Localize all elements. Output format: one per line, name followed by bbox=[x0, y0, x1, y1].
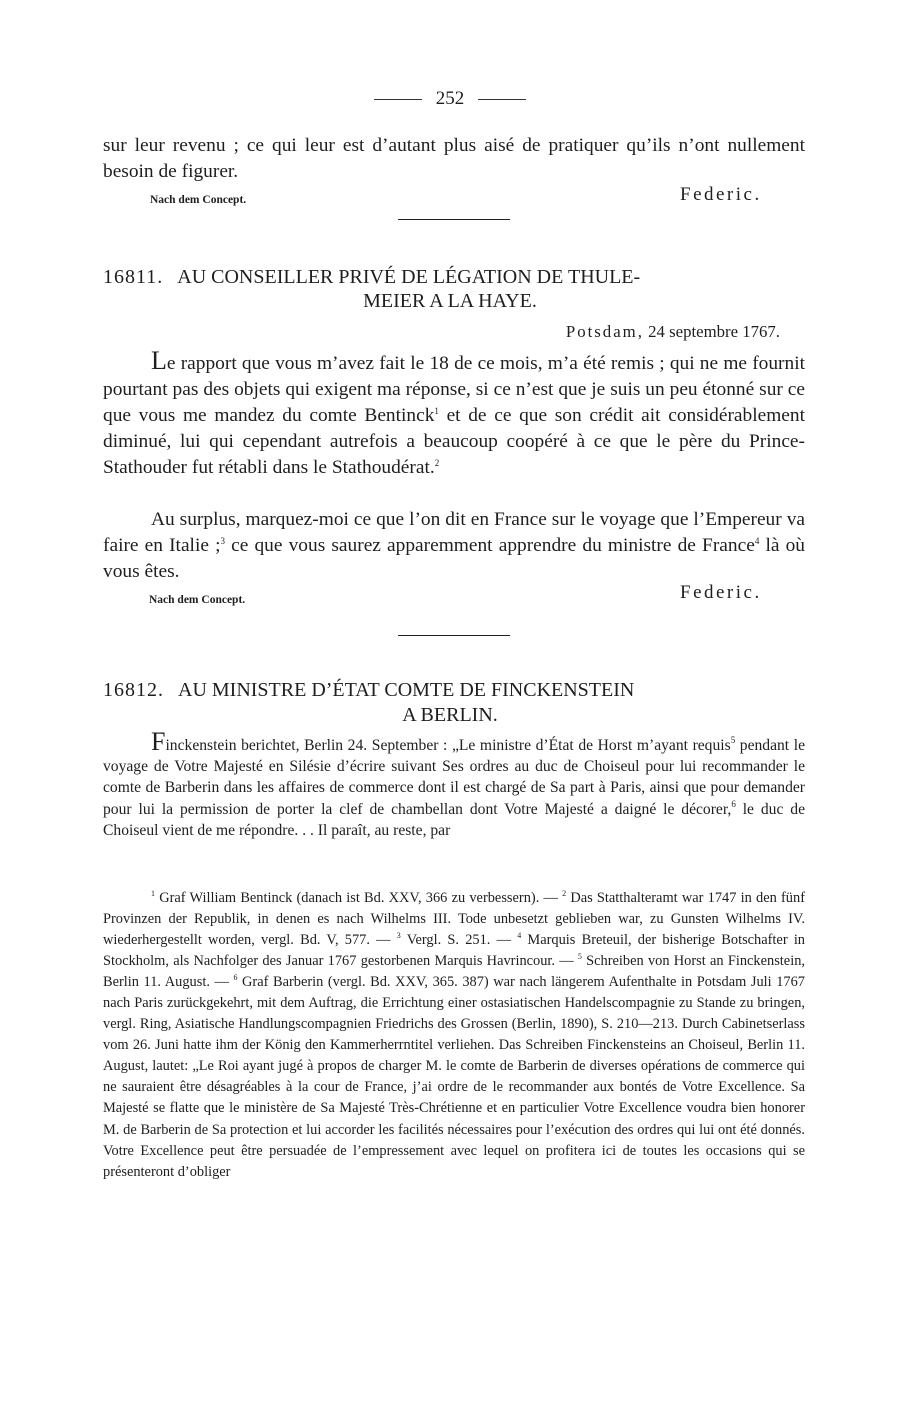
footnote-marker-5: 5 bbox=[577, 952, 582, 962]
letter-16812-number: 16812. bbox=[103, 679, 164, 701]
letter-16812-paragraph bbox=[103, 727, 805, 841]
letter-16811-source-note: Nach dem Concept. bbox=[149, 594, 246, 606]
letter-16811-p1-text-b: et de ce que son crédit ait considérablement diminué, lui qui cependant autrefois a beaucoup coopéré à ce que le père du Prince-Stathouder fut rétabli dans le Stathoudérat. bbox=[103, 405, 805, 478]
letter-16811-signature: Federic. bbox=[680, 582, 762, 603]
footnote-5-text: Schreiben von Horst an Finckenstein, Berlin 11. August. — bbox=[103, 953, 805, 991]
letter-16811-p2-text-b: ce que vous saurez apparemment apprendre du ministre de France bbox=[224, 535, 755, 556]
intro-signature: Federic. bbox=[680, 184, 762, 205]
footnote-ref-6: 6 bbox=[731, 798, 736, 809]
letter-16812-text-c: le duc de Choiseul vient de me répondre. . . Il paraît, au reste, par bbox=[103, 800, 805, 839]
letter-16811-number: 16811. bbox=[103, 266, 164, 288]
footnote-marker-4: 4 bbox=[517, 931, 522, 941]
letter-16812-heading-line1: AU MINISTRE D’ÉTAT COMTE DE FINCKENSTEIN bbox=[178, 679, 635, 701]
letter-16811-dropcap: L bbox=[151, 346, 167, 375]
footnote-ref-3: 3 bbox=[220, 536, 225, 546]
letter-16811-date: 24 septembre 1767. bbox=[648, 322, 780, 341]
letter-16811-heading-line1: AU CONSEILLER PRIVÉ DE LÉGATION DE THULE- bbox=[177, 266, 641, 288]
intro-source-note: Nach dem Concept. bbox=[150, 194, 247, 206]
letter-16811-p2-text-c: là où vous êtes. bbox=[103, 535, 805, 582]
footnote-1-text: Graf William Bentinck (danach ist Bd. XXV, 366 zu verbessern). — bbox=[155, 890, 563, 906]
letter-16811-paragraph-1 bbox=[103, 346, 805, 481]
footnote-ref-5: 5 bbox=[730, 735, 736, 745]
letter-16811-place-date bbox=[566, 322, 780, 342]
footnote-4-text: Marquis Breteuil, der bisherige Botschafter in Stockholm, als Nachfolger des Januar 1767 gestorbenen Marquis Havrincour. — bbox=[103, 932, 806, 970]
footnote-marker-2: 2 bbox=[562, 889, 567, 898]
letter-16811-paragraph-2 bbox=[103, 507, 805, 585]
letter-16811-p2-text-a: Au surplus, marquez-moi ce que l’on dit en France sur le voyage que l’Empereur va faire en Italie ; bbox=[103, 509, 805, 556]
letter-16812-heading bbox=[103, 678, 805, 703]
letter-16811-p1-text-a: e rapport que vous m’avez fait le 18 de ce mois, m’a été remis ; qui ne me fournit pourtant pas des objets qui exigent ma réponse, si ce n’est que je suis un peu étonné sur ce que vous me mandez du comte Bentinck bbox=[103, 353, 805, 426]
letter-16812-heading-line2: A BERLIN. bbox=[402, 704, 498, 726]
footnote-6-text: Graf Barberin (vergl. Bd. XXV, 365. 387) war nach längerem Aufenthalte in Potsdam Juli 1767 nach Paris zurückgekehrt, mit dem Auftrag, die Errichtung einer ostasiatischen Handelscompagnie zu Stande zu bringen, vergl. Ring, Asiatische Handlungscompagnien Friedrichs des Grossen (Berlin, 1890), S. 210—213. Durch Cabinetserlass vom 26. Juni hatte ihm der König den Kammerherrntitel verliehen. Das Schreiben Finckensteins an Choiseul, Berlin 11. August, lautet: „Le Roi ayant jugé à propos de charger M. le comte de Barberin de diverses opérations de commerce qui ne sauraient être désagréables à la cour de France, j’ai ordre de le recommander aux bontés de Votre Excellence. Sa Majesté se flatte que le ministère de Sa Majesté Très-Chrétienne et en particulier Votre Excellence voudra bien honorer M. de Barberin de Sa protection et lui accorder les facilités nécessaires pour l’exécution des ordres qui lui ont été donnés. Votre Excellence peut être persuadée de l’empressement avec lequel on profitera ici de toutes les occasions qui se présenteront d’obliger bbox=[103, 974, 805, 1180]
letter-16811-place: Potsdam, bbox=[565, 322, 644, 341]
separator-rule-2 bbox=[398, 635, 510, 636]
page-number bbox=[0, 88, 900, 110]
footnote-ref-1: 1 bbox=[434, 406, 439, 416]
letter-16811-heading bbox=[103, 265, 805, 290]
letter-16812-text-a: inckenstein berichtet, Berlin 24. September : „Le ministre d’État de Horst m’ayant requis bbox=[165, 737, 731, 754]
page-number-dash-right bbox=[478, 99, 526, 100]
footnote-marker-1: 1 bbox=[151, 889, 155, 898]
letter-16812-text-b: pendant le voyage de Votre Majesté en Silésie d’écrire suivant Ses ordres au duc de Choiseul pour lui recommander le comte de Barberin dans les affaires de commerce dont il est chargé de Sa part à Paris, ainsi que pour demander pour lui la permission de porter la clef de chambellan dont Votre Majesté a daigné le décorer, bbox=[103, 737, 805, 818]
footnote-marker-3: 3 bbox=[396, 931, 401, 941]
page-number-dash-left bbox=[374, 99, 422, 100]
footnote-3-text: Vergl. S. 251. — bbox=[400, 932, 518, 949]
footnote-ref-4: 4 bbox=[754, 536, 760, 546]
page-number-text: 252 bbox=[435, 88, 465, 109]
footnote-2-text: Das Statthalteramt war 1747 in den fünf Provinzen der Republik, in denen es nach Wilhelms III. Tode unbesetzt geblieben war, zu Gunsten Wilhelms IV. wiederhergestellt worden, vergl. Bd. V, 577. — bbox=[103, 890, 805, 949]
letter-16812-dropcap: F bbox=[151, 727, 166, 756]
letter-16811-heading-line2: MEIER A LA HAYE. bbox=[363, 290, 537, 312]
footnotes bbox=[103, 888, 805, 1183]
footnote-marker-6: 6 bbox=[233, 973, 238, 983]
footnote-ref-2: 2 bbox=[434, 458, 440, 468]
intro-paragraph: sur leur revenu ; ce qui leur est d’autant plus aisé de pratiquer qu’ils n’ont nullement besoin de figurer. bbox=[103, 135, 805, 182]
separator-rule-1 bbox=[398, 219, 510, 220]
